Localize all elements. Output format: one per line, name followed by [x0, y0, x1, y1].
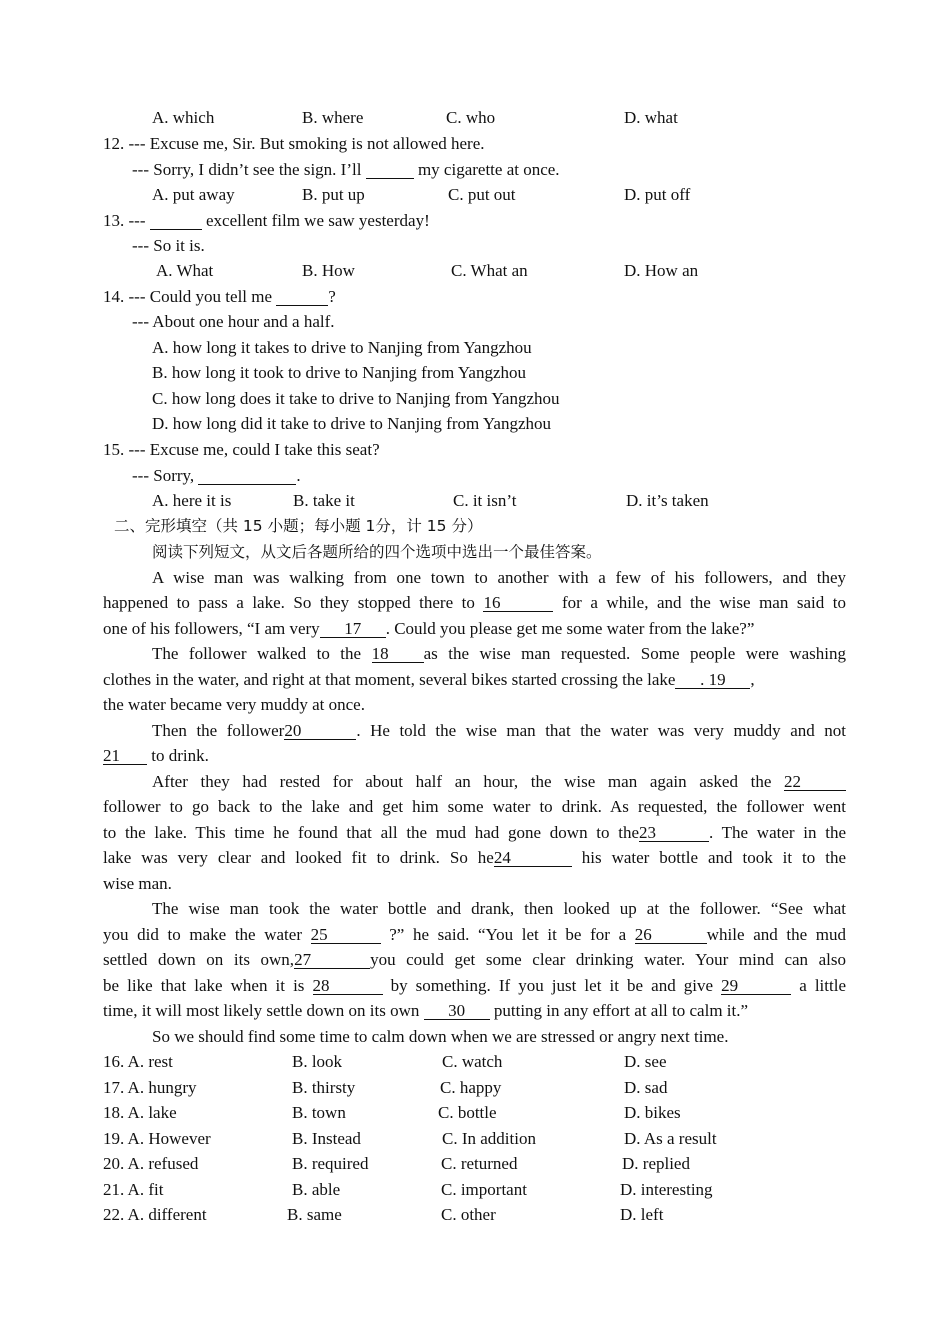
choice-22-b: B. same [287, 1205, 342, 1224]
q15-reply [132, 466, 301, 486]
passage-text: his water bottle and took it to the [581, 848, 847, 867]
choice-19-b: B. Instead [292, 1129, 361, 1148]
passage-line-9 [152, 772, 846, 792]
choice-21-a: 21. A. fit [103, 1180, 164, 1199]
q15-option-b: B. take it [293, 491, 355, 510]
passage-line-18 [103, 1001, 748, 1021]
passage-text: time, it will most likely settle down on its own [103, 1001, 420, 1020]
q12-reply [132, 160, 560, 180]
passage-line-6: the water became very muddy at once. [103, 695, 365, 714]
choice-17-d: D. sad [624, 1078, 668, 1097]
q13-option-b: B. How [302, 261, 355, 280]
blank-16: 16 [483, 594, 553, 612]
passage-text: ?” he said. “You let it be for a [389, 925, 627, 944]
choice-20-d: D. replied [622, 1154, 690, 1173]
blank-24: 24 [494, 849, 572, 867]
blank-20: 20 [284, 722, 356, 740]
q11-option-a: A. which [152, 108, 215, 127]
passage-line-16 [103, 950, 846, 970]
passage-line-13: wise man. [103, 874, 172, 893]
passage-line-3 [103, 619, 754, 639]
passage-line-7 [152, 721, 846, 741]
passage-line-5 [103, 670, 755, 690]
q14-option-d: D. how long did it take to drive to Nanjing from Yangzhou [152, 414, 551, 433]
q13-option-a: A. What [156, 261, 214, 280]
passage-line-4 [152, 644, 846, 664]
blank-21: 21 [103, 747, 147, 765]
passage-line-1: A wise man was walking from one town to another with a few of his followers, and they [152, 568, 846, 587]
q14-stem-text-b: ? [328, 287, 336, 306]
q14-stem-text-a: 14. --- Could you tell me [103, 287, 273, 306]
passage-line-12 [103, 848, 846, 868]
passage-text: for a while, and the wise man said to [561, 593, 847, 612]
q15-reply-text-a: --- Sorry, [132, 466, 195, 485]
choice-17-b: B. thirsty [292, 1078, 356, 1097]
passage-text: you did to make the water [103, 925, 302, 944]
passage-text: settled down on its own, [103, 950, 295, 969]
q15-reply-text-b: . [296, 466, 301, 485]
choice-19-a: 19. A. However [103, 1129, 211, 1148]
choice-18-a: 18. A. lake [103, 1103, 177, 1122]
blank-18: 18 [372, 645, 424, 663]
q12-option-a: A. put away [152, 185, 235, 204]
blank-17: 17 [320, 620, 386, 638]
q13-stem-text-a: 13. --- [103, 211, 146, 230]
q13-option-c: C. What an [451, 261, 528, 280]
q15-stem: 15. --- Excuse me, could I take this seat? [103, 440, 380, 459]
passage-text: you could get some clear drinking water. Your mind can also [370, 950, 846, 969]
blank-27: 27 [294, 951, 370, 969]
blank-23: 23 [639, 824, 709, 842]
passage-text: . Could you please get me some water from the lake?” [385, 619, 755, 638]
passage-text: . The water in the [709, 823, 846, 842]
passage-line-8 [103, 746, 209, 766]
choice-19-d: D. As a result [624, 1129, 717, 1148]
q12-stem: 12. --- Excuse me, Sir. But smoking is not allowed here. [103, 134, 485, 153]
q12-option-d: D. put off [624, 185, 691, 204]
passage-line-17 [103, 976, 846, 996]
choice-20-a: 20. A. refused [103, 1154, 199, 1173]
passage-text: putting in any effort at all to calm it.” [493, 1001, 749, 1020]
passage-line-11 [103, 823, 846, 843]
q14-reply: --- About one hour and a half. [132, 312, 335, 331]
blank-22: 22 [784, 773, 846, 791]
q12-reply-text-a: --- Sorry, I didn’t see the sign. I’ll [132, 160, 362, 179]
choice-22-c: C. other [441, 1205, 496, 1224]
q12-option-c: C. put out [448, 185, 516, 204]
choice-18-b: B. town [292, 1103, 346, 1122]
q13-reply: --- So it is. [132, 236, 205, 255]
q13-blank [150, 212, 202, 230]
passage-text: The follower walked to the [152, 644, 362, 663]
choice-18-c: C. bottle [438, 1103, 497, 1122]
blank-26: 26 [635, 926, 707, 944]
choice-16-c: C. watch [442, 1052, 503, 1071]
q12-option-b: B. put up [302, 185, 365, 204]
blank-28: 28 [313, 977, 383, 995]
choice-18-d: D. bikes [624, 1103, 681, 1122]
section2-instruction: 阅读下列短文，从文后各题所给的四个选项中选出一个最佳答案。 [152, 543, 602, 561]
q13-stem-text-b: excellent film we saw yesterday! [205, 211, 430, 230]
passage-line-19: So we should find some time to calm down when we are stressed or angry next time. [152, 1027, 729, 1046]
q15-option-d: D. it’s taken [626, 491, 709, 510]
choice-17-c: C. happy [440, 1078, 502, 1097]
q15-blank [198, 467, 296, 485]
passage-line-15 [103, 925, 846, 945]
passage-line-14: The wise man took the water bottle and drank, then looked up at the follower. “See what [152, 899, 846, 918]
passage-text: to the lake. This time he found that all the mud had gone down to the [103, 823, 639, 842]
section2-heading: 二、完形填空（共 15 小题；每小题 1分，计 15 分） [114, 517, 483, 535]
passage-text: to drink. [151, 746, 209, 765]
q14-stem [103, 287, 336, 307]
choice-19-c: C. In addition [442, 1129, 536, 1148]
q11-option-b: B. where [302, 108, 364, 127]
choice-20-c: C. returned [441, 1154, 518, 1173]
choice-16-b: B. look [292, 1052, 343, 1071]
passage-text: , [750, 670, 755, 689]
passage-text: a little [799, 976, 846, 995]
passage-text: while and the mud [706, 925, 847, 944]
choice-17-a: 17. A. hungry [103, 1078, 197, 1097]
q12-reply-text-b: my cigarette at once. [417, 160, 560, 179]
passage-line-2 [103, 593, 846, 613]
choice-21-b: B. able [292, 1180, 341, 1199]
passage-text: be like that lake when it is [103, 976, 305, 995]
blank-19: . 19 [675, 671, 750, 689]
q12-blank [366, 161, 414, 179]
q13-stem [103, 211, 430, 231]
choice-21-c: C. important [441, 1180, 527, 1199]
blank-25: 25 [311, 926, 381, 944]
q14-option-c: C. how long does it take to drive to Nanjing from Yangzhou [152, 389, 560, 408]
q14-option-b: B. how long it took to drive to Nanjing from Yangzhou [152, 363, 526, 382]
q11-option-d: D. what [624, 108, 678, 127]
passage-text: by something. If you just let it be and give [390, 976, 714, 995]
choice-16-a: 16. A. rest [103, 1052, 173, 1071]
passage-text: Then the follower [152, 721, 285, 740]
passage-text: happened to pass a lake. So they stopped there to [103, 593, 475, 612]
blank-30: 30 [424, 1002, 490, 1020]
passage-text: as the wise man requested. Some people were washing [423, 644, 846, 663]
choice-21-d: D. interesting [620, 1180, 713, 1199]
passage-text: lake was very clear and looked fit to drink. So he [103, 848, 494, 867]
passage-text: After they had rested for about half an hour, the wise man again asked the [152, 772, 772, 791]
passage-text: clothes in the water, and right at that moment, several bikes started crossing the lake [103, 670, 676, 689]
choice-16-d: D. see [624, 1052, 667, 1071]
q14-option-a: A. how long it takes to drive to Nanjing from Yangzhou [152, 338, 532, 357]
q11-option-c: C. who [446, 108, 496, 127]
passage-line-10: follower to go back to the lake and get him some water to drink. As requested, the follower went [103, 797, 846, 816]
passage-text: one of his followers, “I am very [103, 619, 320, 638]
passage-text: . He told the wise man that the water was very muddy and not [356, 721, 846, 740]
q14-blank [276, 288, 328, 306]
choice-20-b: B. required [292, 1154, 369, 1173]
blank-29: 29 [721, 977, 791, 995]
q15-option-c: C. it isn’t [453, 491, 517, 510]
choice-22-a: 22. A. different [103, 1205, 207, 1224]
q15-option-a: A. here it is [152, 491, 232, 510]
q13-option-d: D. How an [624, 261, 699, 280]
choice-22-d: D. left [620, 1205, 664, 1224]
